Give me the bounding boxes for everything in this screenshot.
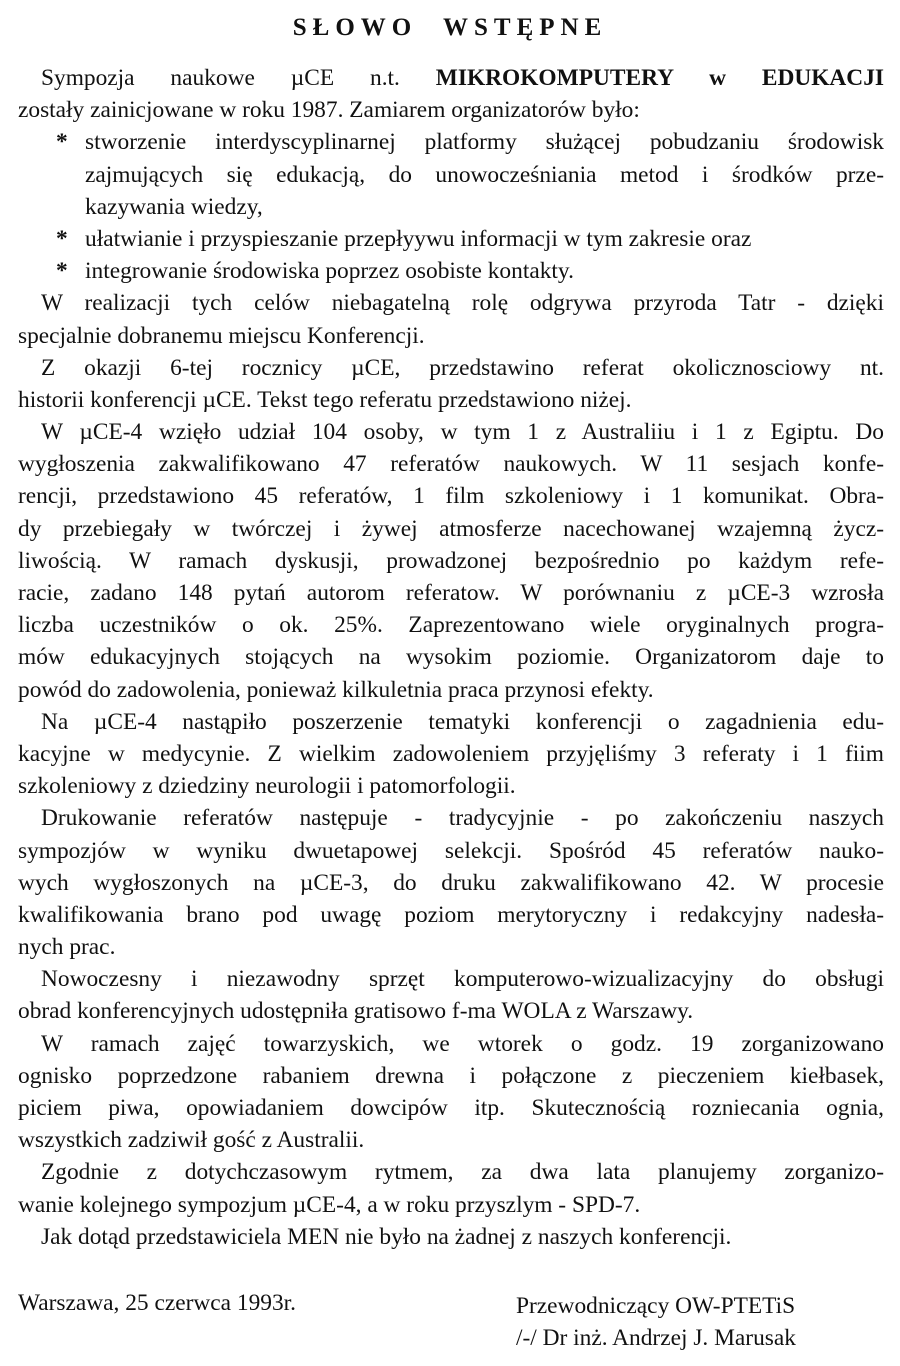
paragraph-line: racie, zadano 148 pytań autorom referatow. W porównaniu z µCE-3 wzrosła — [18, 580, 884, 606]
paragraph-line: wszystkich zadziwił gość z Australii. — [18, 1127, 365, 1154]
paragraph-line: W ramach zajęć towarzyskich, we wtorek o godz. 19 zorganizowano — [41, 1030, 884, 1057]
paragraph-line: liwością. W ramach dyskusji, prowadzonej bezpośrednio po każdym refe- — [18, 547, 884, 574]
paragraph-line: kacyjne w medycynie. Z wielkim zadowoleniem przyjęliśmy 3 referaty i 1 fiim — [18, 740, 884, 767]
bullet-text: stworzenie interdyscyplinarnej platformy służącej pobudzaniu środowisk — [85, 129, 884, 156]
bullet-star-icon: * — [56, 258, 68, 285]
signature-role: Przewodniczący OW-PTETiS — [516, 1293, 796, 1319]
bullet-item-1-cont: zajmujących się edukacją, do unowocześniania metod i środków prze- — [85, 161, 884, 188]
paragraph-line: obrad konferencyjnych udostępniła gratisowo f-ma WOLA z Warszawy. — [18, 998, 694, 1025]
intro-bold-title: MIKROKOMPUTERY w EDUKACJI — [435, 65, 884, 91]
paragraph-line: Jak dotąd przedstawiciela MEN nie było na żadnej z naszych konferencji. — [41, 1223, 732, 1250]
bullet-text: ułatwianie i przyspieszanie przepłyywu informacji w tym zakresie oraz — [85, 225, 752, 252]
paragraph-line: kwalifikowania brano pod uwagę poziom merytoryczny i redakcyjny nadesła- — [18, 901, 884, 928]
bullet-item-2 — [18, 223, 884, 255]
paragraph-line: Z okazji 6-tej rocznicy µCE, przedstawino referat okolicznosciowy nt. — [41, 354, 884, 381]
signature-block — [516, 1290, 796, 1354]
paragraph-line: W realizacji tych celów niebagatelną rolę odgrywa przyroda Tatr - dzięki — [41, 290, 884, 317]
paragraph-line: Nowoczesny i niezawodny sprzęt komputerowo-wizualizacyjny do obsługi — [41, 966, 884, 993]
bullet-star-icon: * — [56, 129, 68, 156]
paragraph-line: rencji, przedstawiono 45 referatów, 1 film szkoleniowy i 1 komunikat. Obra- — [18, 483, 884, 510]
place-date: Warszawa, 25 czerwca 1993r. — [18, 1290, 297, 1316]
bullet-text: integrowanie środowiska poprzez osobiste kontakty. — [85, 258, 574, 285]
paragraph-line: nych prac. — [18, 934, 116, 961]
paragraph-line: historii konferencji µCE. Tekst tego referatu przedstawiono niżej. — [18, 386, 632, 413]
bullet-item-1 — [18, 126, 884, 158]
paragraph-line: piciem piwa, opowiadaniem dowcipów itp. Skutecznością rozniecania ognia, — [18, 1095, 884, 1121]
paragraph-line: Drukowanie referatów następuje - tradycyjnie - po zakończeniu naszych — [41, 805, 884, 832]
bullet-item-1-cont: kazywania wiedzy, — [85, 193, 263, 220]
paragraph-line: Zgodnie z dotychczasowym rytmem, za dwa lata planujemy zorganizo- — [41, 1159, 884, 1186]
paragraph-line: W µCE-4 wzięło udział 104 osoby, w tym 1 z Australiiu i 1 z Egiptu. Do — [41, 419, 884, 446]
intro-line-2: zostały zainicjowane w roku 1987. Zamiarem organizatorów było: — [18, 97, 640, 124]
document-body — [18, 62, 884, 1253]
signature-name: /-/ Dr inż. Andrzej J. Marusak — [516, 1325, 796, 1351]
paragraph-line: szkoleniowy z dziedziny neurologii i patomorfologii. — [18, 773, 516, 800]
paragraph-line: mów edukacyjnych stojących na wysokim poziomie. Organizatorom daje to — [18, 644, 884, 671]
paragraph-line: dy przebiegały w twórczej i żywej atmosferze nacechowanej wzajemną życz- — [18, 515, 884, 542]
bullet-star-icon: * — [56, 225, 68, 252]
document-title: SŁOWO WSTĘPNE — [292, 14, 608, 41]
intro-line-1 — [18, 62, 884, 94]
paragraph-line: sympozjów w wyniku dwuetapowej selekcji. Spośród 45 referatów nauko- — [18, 837, 884, 864]
paragraph-line: wanie kolejnego sympozjum µCE-4, a w roku przyszlym - SPD-7. — [18, 1191, 641, 1218]
intro-text: Sympozja naukowe µCE n.t. — [41, 65, 436, 91]
paragraph-line: specjalnie dobranemu miejscu Konferencji. — [18, 322, 425, 349]
bullet-item-3 — [18, 255, 884, 287]
paragraph-line: powód do zadowolenia, ponieważ kilkuletnia praca przynosi efekty. — [18, 676, 654, 703]
paragraph-line: ognisko poprzedzone rabaniem drewna i połączone z pieczeniem kiełbasek, — [18, 1062, 884, 1089]
paragraph-line: wygłoszenia zakwalifikowano 47 referatów naukowych. W 11 sesjach konfe- — [18, 451, 884, 478]
paragraph-line: Na µCE-4 nastąpiło poszerzenie tematyki konferencji o zagadnienia edu- — [41, 708, 884, 735]
paragraph-line: wych wygłoszonych na µCE-3, do druku zakwalifikowano 42. W procesie — [18, 869, 884, 896]
paragraph-line: liczba uczestników o ok. 25%. Zaprezentowano wiele oryginalnych progra- — [18, 612, 884, 639]
